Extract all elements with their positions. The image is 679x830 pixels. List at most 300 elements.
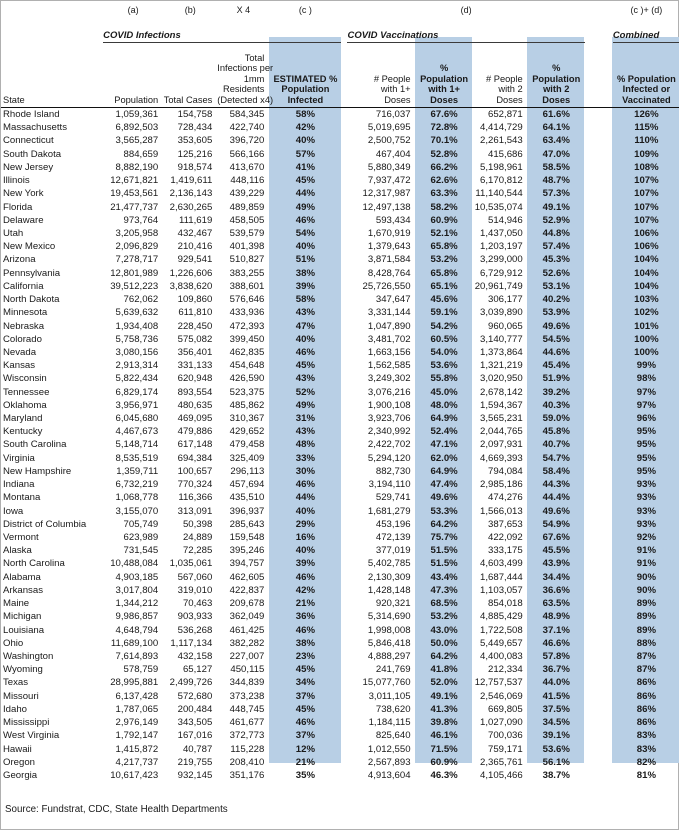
cell-gap bbox=[585, 359, 613, 372]
header-pct-2dose: % Population with 2 Doses bbox=[528, 43, 585, 108]
cell-people-2dose: 6,729,912 bbox=[480, 267, 523, 279]
cell-total-cases: 567,060 bbox=[177, 571, 213, 583]
table-row bbox=[1, 412, 679, 425]
cell-people-2dose: 1,321,219 bbox=[480, 360, 523, 372]
cell-people-2dose: 3,565,231 bbox=[480, 413, 523, 425]
cell-gap bbox=[585, 240, 613, 253]
cell-gap bbox=[585, 280, 613, 293]
cell-infections-per-1mm: 462,835 bbox=[229, 346, 265, 358]
cell-population: 1,344,212 bbox=[115, 598, 159, 610]
cell-pct-2dose: 45.8% bbox=[542, 426, 570, 438]
cell-infections-per-1mm: 461,425 bbox=[229, 624, 265, 636]
cell-combined-pct: 95% bbox=[636, 465, 656, 477]
cell-estimated-pct-infected: 23% bbox=[295, 650, 315, 662]
cell-people-1dose: 2,567,893 bbox=[367, 756, 411, 768]
cell-pct-2dose: 44.6% bbox=[542, 346, 570, 358]
label-c-plus-d: (c )+ (d) bbox=[630, 5, 663, 15]
cell-combined-pct: 86% bbox=[636, 703, 656, 715]
cell-pct-1dose: 49.6% bbox=[430, 492, 458, 504]
cell-pct-2dose: 38.7% bbox=[542, 769, 570, 781]
cell-people-1dose: 4,888,297 bbox=[367, 650, 411, 662]
cell-total-cases: 620,948 bbox=[177, 373, 213, 385]
cell-total-cases: 2,499,726 bbox=[169, 677, 213, 689]
cell-infections-per-1mm: 422,740 bbox=[229, 122, 265, 134]
cell-infections-per-1mm: 372,773 bbox=[229, 730, 265, 742]
label-c: (c ) bbox=[298, 5, 312, 15]
table-row bbox=[1, 359, 679, 372]
table-row bbox=[1, 306, 679, 319]
cell-people-1dose: 825,640 bbox=[375, 730, 411, 742]
cell-state: Kentucky bbox=[3, 426, 43, 438]
cell-total-cases: 353,605 bbox=[177, 135, 213, 147]
cell-estimated-pct-infected: 43% bbox=[295, 373, 315, 385]
cell-pct-1dose: 46.3% bbox=[430, 769, 458, 781]
cell-pct-2dose: 57.3% bbox=[542, 188, 570, 200]
cell-gap bbox=[585, 306, 613, 319]
cell-state: Iowa bbox=[3, 505, 24, 517]
cell-state: California bbox=[3, 280, 44, 292]
cell-infections-per-1mm: 566,166 bbox=[229, 148, 265, 160]
cell-pct-1dose: 70.1% bbox=[430, 135, 458, 147]
cell-gap bbox=[585, 729, 613, 742]
cell-estimated-pct-infected: 39% bbox=[295, 558, 315, 570]
cell-people-2dose: 3,039,890 bbox=[480, 307, 523, 319]
cell-combined-pct: 91% bbox=[636, 545, 656, 557]
cell-pct-2dose: 45.4% bbox=[542, 360, 570, 372]
table-row bbox=[1, 333, 679, 346]
cell-combined-pct: 90% bbox=[636, 571, 656, 583]
cell-pct-1dose: 50.0% bbox=[430, 637, 458, 649]
cell-gap bbox=[585, 610, 613, 623]
cell-pct-2dose: 40.7% bbox=[542, 439, 570, 451]
label-d: (d) bbox=[460, 5, 472, 15]
cell-total-cases: 313,091 bbox=[177, 505, 213, 517]
cell-combined-pct: 109% bbox=[634, 148, 659, 160]
cell-combined-pct: 91% bbox=[636, 558, 656, 570]
cell-combined-pct: 83% bbox=[636, 743, 656, 755]
group-covid-vaccinations: COVID Vaccinations bbox=[347, 23, 584, 43]
cell-population: 4,648,794 bbox=[115, 624, 159, 636]
cell-people-1dose: 2,500,752 bbox=[367, 135, 411, 147]
cell-pct-1dose: 65.8% bbox=[430, 241, 458, 253]
cell-gap bbox=[585, 148, 613, 161]
cell-estimated-pct-infected: 45% bbox=[295, 175, 315, 187]
cell-total-cases: 1,117,134 bbox=[170, 637, 213, 649]
cell-estimated-pct-infected: 47% bbox=[295, 320, 315, 332]
cell-infections-per-1mm: 394,757 bbox=[229, 558, 265, 570]
cell-infections-per-1mm: 413,670 bbox=[229, 161, 265, 173]
cell-state: Michigan bbox=[3, 611, 42, 623]
cell-people-1dose: 593,434 bbox=[375, 214, 411, 226]
cell-pct-1dose: 45.0% bbox=[430, 386, 458, 398]
cell-state: New York bbox=[3, 188, 44, 200]
table-row bbox=[1, 227, 679, 240]
cell-estimated-pct-infected: 46% bbox=[295, 717, 315, 729]
table-row bbox=[1, 637, 679, 650]
cell-people-1dose: 15,077,760 bbox=[362, 677, 411, 689]
cell-pct-1dose: 60.5% bbox=[430, 333, 458, 345]
table-row bbox=[1, 134, 679, 147]
header-gap2 bbox=[585, 43, 613, 108]
cell-pct-2dose: 52.6% bbox=[542, 267, 570, 279]
cell-combined-pct: 86% bbox=[636, 690, 656, 702]
cell-pct-2dose: 67.6% bbox=[542, 532, 570, 543]
cell-people-2dose: 4,414,729 bbox=[480, 122, 523, 134]
table-row bbox=[1, 253, 679, 266]
cell-combined-pct: 107% bbox=[634, 214, 659, 226]
cell-estimated-pct-infected: 36% bbox=[295, 611, 315, 623]
cell-total-cases: 575,082 bbox=[177, 333, 213, 345]
cell-state: District of Columbia bbox=[3, 518, 87, 530]
cell-people-2dose: 2,044,765 bbox=[480, 426, 523, 438]
cell-total-cases: 479,886 bbox=[177, 426, 213, 438]
cell-population: 6,732,219 bbox=[115, 479, 159, 491]
cell-gap bbox=[585, 663, 613, 676]
cell-pct-1dose: 52.1% bbox=[430, 227, 458, 239]
header-combined-pct: % Population Infected or Vaccinated bbox=[613, 43, 679, 108]
cell-population: 3,017,804 bbox=[115, 584, 159, 596]
cell-infections-per-1mm: 479,458 bbox=[229, 439, 265, 451]
cell-people-2dose: 4,105,466 bbox=[480, 769, 523, 781]
cell-combined-pct: 93% bbox=[636, 492, 656, 504]
cell-people-2dose: 422,092 bbox=[488, 532, 523, 543]
cell-gap bbox=[585, 134, 613, 147]
cell-people-1dose: 738,620 bbox=[375, 703, 411, 715]
cell-estimated-pct-infected: 48% bbox=[295, 439, 315, 451]
cell-infections-per-1mm: 448,745 bbox=[229, 703, 265, 715]
cell-state: Connecticut bbox=[3, 135, 54, 147]
group-covid-infections: COVID Infections bbox=[103, 23, 341, 43]
cell-people-2dose: 4,400,083 bbox=[480, 650, 523, 662]
cell-combined-pct: 106% bbox=[634, 227, 659, 239]
cell-infections-per-1mm: 450,115 bbox=[230, 664, 265, 676]
cell-population: 5,639,632 bbox=[115, 307, 159, 319]
cell-people-1dose: 882,730 bbox=[375, 465, 411, 477]
header-infections-per-1mm: Total Infections per 1mm Residents (Detected x4) bbox=[217, 43, 269, 108]
cell-combined-pct: 101% bbox=[634, 320, 659, 332]
cell-total-cases: 611,810 bbox=[178, 307, 213, 319]
table-body bbox=[1, 108, 679, 783]
cell-total-cases: 728,434 bbox=[177, 122, 213, 134]
cell-pct-2dose: 39.2% bbox=[542, 386, 570, 398]
table-row bbox=[1, 557, 679, 570]
group-combined: Combined bbox=[613, 23, 679, 43]
cell-people-1dose: 3,076,216 bbox=[367, 386, 411, 398]
cell-estimated-pct-infected: 30% bbox=[295, 465, 315, 477]
cell-pct-2dose: 36.6% bbox=[542, 584, 570, 596]
cell-infections-per-1mm: 429,652 bbox=[229, 426, 265, 438]
cell-total-cases: 480,635 bbox=[177, 399, 213, 411]
cell-combined-pct: 92% bbox=[636, 532, 656, 543]
cell-infections-per-1mm: 448,116 bbox=[230, 175, 265, 187]
cell-infections-per-1mm: 396,937 bbox=[229, 505, 265, 517]
cell-population: 5,758,736 bbox=[115, 333, 159, 345]
cell-gap bbox=[585, 690, 613, 703]
group-gap2 bbox=[585, 23, 613, 43]
cell-combined-pct: 86% bbox=[636, 677, 656, 689]
cell-pct-1dose: 64.9% bbox=[430, 465, 458, 477]
cell-total-cases: 319,010 bbox=[177, 584, 213, 596]
cell-total-cases: 1,419,611 bbox=[170, 175, 213, 187]
cell-estimated-pct-infected: 40% bbox=[295, 135, 315, 147]
cell-gap bbox=[585, 425, 613, 438]
cell-people-2dose: 854,018 bbox=[488, 598, 523, 610]
cell-estimated-pct-infected: 46% bbox=[295, 624, 315, 636]
cell-infections-per-1mm: 461,677 bbox=[229, 717, 265, 729]
cell-pct-2dose: 37.1% bbox=[542, 624, 570, 636]
cell-population: 1,359,711 bbox=[116, 465, 159, 477]
cell-combined-pct: 106% bbox=[634, 241, 659, 253]
cell-gap bbox=[585, 399, 613, 412]
cell-people-2dose: 794,084 bbox=[488, 465, 523, 477]
cell-people-1dose: 453,196 bbox=[375, 518, 411, 530]
cell-state: Arizona bbox=[3, 254, 36, 266]
cell-people-2dose: 3,299,000 bbox=[480, 254, 523, 266]
cell-infections-per-1mm: 539,579 bbox=[229, 227, 265, 239]
cell-state: North Dakota bbox=[3, 294, 60, 306]
cell-pct-2dose: 63.5% bbox=[542, 598, 570, 610]
cell-pct-1dose: 60.9% bbox=[430, 756, 458, 768]
cell-combined-pct: 108% bbox=[634, 161, 659, 173]
cell-infections-per-1mm: 362,049 bbox=[229, 611, 265, 623]
cell-combined-pct: 89% bbox=[636, 611, 656, 623]
cell-state: North Carolina bbox=[3, 558, 65, 570]
table-row bbox=[1, 201, 679, 214]
cell-state: Arkansas bbox=[3, 584, 43, 596]
column-header-row bbox=[1, 43, 679, 108]
cell-infections-per-1mm: 285,643 bbox=[229, 518, 265, 530]
cell-people-1dose: 5,314,690 bbox=[367, 611, 411, 623]
cell-state: Vermont bbox=[3, 532, 39, 543]
cell-pct-1dose: 51.5% bbox=[430, 545, 458, 557]
cell-total-cases: 40,787 bbox=[182, 743, 213, 755]
cell-gap bbox=[585, 161, 613, 174]
cell-people-1dose: 4,913,604 bbox=[367, 769, 411, 781]
cell-total-cases: 125,216 bbox=[177, 148, 213, 160]
cell-pct-2dose: 57.8% bbox=[542, 650, 570, 662]
cell-population: 9,986,857 bbox=[115, 611, 159, 623]
cell-state: New Jersey bbox=[3, 161, 54, 173]
cell-state: Pennsylvania bbox=[3, 267, 61, 279]
cell-infections-per-1mm: 433,936 bbox=[229, 307, 265, 319]
cell-gap bbox=[585, 769, 613, 782]
cell-estimated-pct-infected: 29% bbox=[295, 518, 315, 530]
group-header-row bbox=[1, 23, 679, 43]
table-row bbox=[1, 320, 679, 333]
cell-people-1dose: 1,663,156 bbox=[367, 346, 411, 358]
cell-gap bbox=[585, 465, 613, 478]
cell-estimated-pct-infected: 51% bbox=[295, 254, 315, 266]
cell-combined-pct: 93% bbox=[636, 518, 656, 530]
cell-gap bbox=[585, 187, 613, 200]
cell-people-1dose: 25,726,550 bbox=[362, 280, 411, 292]
cell-estimated-pct-infected: 41% bbox=[295, 161, 315, 173]
cell-pct-1dose: 58.2% bbox=[430, 201, 458, 213]
cell-total-cases: 111,619 bbox=[179, 214, 213, 226]
cell-combined-pct: 115% bbox=[634, 122, 659, 134]
cell-estimated-pct-infected: 46% bbox=[295, 346, 315, 358]
cell-gap bbox=[585, 108, 613, 122]
cell-people-2dose: 1,027,090 bbox=[480, 717, 523, 729]
cell-pct-2dose: 47.0% bbox=[542, 148, 570, 160]
cell-state: Rhode Island bbox=[3, 109, 60, 120]
cell-infections-per-1mm: 383,255 bbox=[229, 267, 265, 279]
table-row bbox=[1, 399, 679, 412]
cell-combined-pct: 110% bbox=[634, 135, 659, 147]
cell-pct-2dose: 53.1% bbox=[542, 280, 570, 292]
cell-infections-per-1mm: 439,229 bbox=[229, 188, 265, 200]
cell-people-1dose: 12,497,138 bbox=[362, 201, 411, 213]
cell-people-2dose: 2,985,186 bbox=[480, 479, 523, 491]
cell-pct-2dose: 49.6% bbox=[542, 320, 570, 332]
table-row bbox=[1, 584, 679, 597]
cell-total-cases: 918,574 bbox=[177, 161, 213, 173]
cell-pct-2dose: 44.8% bbox=[542, 227, 570, 239]
cell-gap bbox=[585, 346, 613, 359]
cell-total-cases: 1,035,061 bbox=[169, 558, 213, 570]
table-row bbox=[1, 465, 679, 478]
cell-population: 762,062 bbox=[123, 294, 159, 306]
cell-people-2dose: 12,757,537 bbox=[474, 677, 523, 689]
cell-people-2dose: 1,373,864 bbox=[480, 346, 523, 358]
cell-people-2dose: 3,020,950 bbox=[480, 373, 523, 385]
table-row bbox=[1, 293, 679, 306]
cell-population: 884,659 bbox=[123, 148, 159, 160]
cell-combined-pct: 96% bbox=[636, 413, 656, 425]
cell-state: Maine bbox=[3, 598, 30, 610]
cell-total-cases: 200,484 bbox=[177, 703, 213, 715]
cell-state: Tennessee bbox=[3, 386, 50, 398]
cell-people-2dose: 1,594,367 bbox=[480, 399, 523, 411]
cell-infections-per-1mm: 382,282 bbox=[229, 637, 265, 649]
cell-estimated-pct-infected: 44% bbox=[295, 188, 315, 200]
cell-people-2dose: 2,546,069 bbox=[480, 690, 523, 702]
cell-population: 1,415,872 bbox=[115, 743, 159, 755]
cell-combined-pct: 97% bbox=[636, 399, 656, 411]
cell-pct-2dose: 34.4% bbox=[542, 571, 570, 583]
cell-population: 3,205,958 bbox=[115, 227, 159, 239]
cell-combined-pct: 102% bbox=[634, 307, 659, 319]
cell-state: Louisiana bbox=[3, 624, 45, 636]
cell-pct-2dose: 48.7% bbox=[542, 175, 570, 187]
cell-people-1dose: 2,340,992 bbox=[367, 426, 411, 438]
cell-pct-2dose: 59.0% bbox=[542, 413, 570, 425]
cell-total-cases: 24,889 bbox=[182, 532, 213, 543]
cell-gap bbox=[585, 438, 613, 451]
cell-pct-1dose: 64.2% bbox=[430, 650, 458, 662]
cell-estimated-pct-infected: 44% bbox=[295, 492, 315, 504]
cell-pct-2dose: 46.6% bbox=[542, 637, 570, 649]
cell-gap bbox=[585, 716, 613, 729]
cell-combined-pct: 104% bbox=[634, 254, 659, 266]
cell-total-cases: 210,416 bbox=[177, 241, 213, 253]
cell-combined-pct: 87% bbox=[636, 650, 656, 662]
cell-people-2dose: 759,171 bbox=[488, 743, 523, 755]
cell-gap bbox=[585, 505, 613, 518]
cell-gap bbox=[585, 637, 613, 650]
cell-gap bbox=[585, 412, 613, 425]
table-row bbox=[1, 769, 679, 782]
cell-population: 28,995,881 bbox=[110, 677, 159, 689]
cell-population: 1,792,147 bbox=[115, 730, 159, 742]
cell-state: South Dakota bbox=[3, 148, 62, 160]
cell-infections-per-1mm: 396,720 bbox=[229, 135, 265, 147]
cell-infections-per-1mm: 426,590 bbox=[229, 373, 265, 385]
cell-combined-pct: 107% bbox=[634, 188, 659, 200]
cell-total-cases: 343,505 bbox=[177, 717, 213, 729]
cell-pct-1dose: 43.0% bbox=[430, 624, 458, 636]
cell-total-cases: 2,630,265 bbox=[169, 201, 213, 213]
cell-infections-per-1mm: 395,246 bbox=[229, 545, 265, 557]
table-row bbox=[1, 267, 679, 280]
cell-estimated-pct-infected: 33% bbox=[295, 452, 315, 464]
cell-state: New Hampshire bbox=[3, 465, 72, 477]
cell-pct-1dose: 67.6% bbox=[430, 109, 458, 120]
cell-estimated-pct-infected: 46% bbox=[295, 571, 315, 583]
cell-pct-2dose: 41.5% bbox=[542, 690, 570, 702]
table-row bbox=[1, 187, 679, 200]
cell-total-cases: 109,860 bbox=[177, 294, 213, 306]
cell-infections-per-1mm: 310,367 bbox=[229, 413, 265, 425]
cell-population: 623,989 bbox=[123, 532, 159, 543]
cell-pct-1dose: 53.2% bbox=[430, 254, 458, 266]
cell-state: New Mexico bbox=[3, 241, 56, 253]
cell-infections-per-1mm: 373,238 bbox=[229, 690, 265, 702]
cell-infections-per-1mm: 325,409 bbox=[229, 452, 265, 464]
cell-state: Wyoming bbox=[3, 664, 43, 676]
cell-population: 3,155,070 bbox=[115, 505, 159, 517]
table-row bbox=[1, 372, 679, 385]
cell-infections-per-1mm: 510,827 bbox=[229, 254, 265, 266]
cell-pct-1dose: 65.8% bbox=[430, 267, 458, 279]
cell-pct-1dose: 60.9% bbox=[430, 214, 458, 226]
cell-combined-pct: 83% bbox=[636, 730, 656, 742]
cell-infections-per-1mm: 399,450 bbox=[229, 333, 265, 345]
cell-total-cases: 154,758 bbox=[177, 109, 213, 120]
cell-infections-per-1mm: 344,839 bbox=[229, 677, 265, 689]
cell-pct-2dose: 54.5% bbox=[542, 333, 570, 345]
cell-people-1dose: 241,769 bbox=[375, 664, 411, 676]
cell-gap bbox=[585, 743, 613, 756]
cell-pct-1dose: 72.8% bbox=[430, 122, 458, 134]
cell-gap bbox=[585, 386, 613, 399]
cell-people-2dose: 5,449,657 bbox=[480, 637, 523, 649]
cell-state: Minnesota bbox=[3, 307, 48, 319]
cell-pct-1dose: 53.6% bbox=[430, 360, 458, 372]
cell-estimated-pct-infected: 35% bbox=[295, 769, 315, 781]
cell-population: 39,512,223 bbox=[110, 280, 159, 292]
cell-population: 6,892,503 bbox=[115, 122, 159, 134]
table-row bbox=[1, 531, 679, 544]
cell-pct-1dose: 41.8% bbox=[430, 664, 458, 676]
cell-infections-per-1mm: 435,510 bbox=[229, 492, 265, 504]
cell-people-2dose: 4,603,499 bbox=[480, 558, 523, 570]
table-row bbox=[1, 478, 679, 491]
table-row bbox=[1, 386, 679, 399]
cell-gap bbox=[585, 584, 613, 597]
cell-pct-2dose: 40.2% bbox=[542, 294, 570, 306]
cell-infections-per-1mm: 208,410 bbox=[229, 756, 265, 768]
cell-pct-2dose: 44.0% bbox=[542, 677, 570, 689]
cell-population: 10,488,084 bbox=[110, 558, 159, 570]
table-row bbox=[1, 676, 679, 689]
cell-population: 2,096,829 bbox=[115, 241, 159, 253]
cell-pct-2dose: 34.5% bbox=[542, 717, 570, 729]
cell-estimated-pct-infected: 40% bbox=[295, 505, 315, 517]
cell-people-2dose: 5,198,961 bbox=[480, 161, 523, 173]
cell-people-1dose: 1,047,890 bbox=[367, 320, 411, 332]
cell-total-cases: 2,136,143 bbox=[169, 188, 213, 200]
